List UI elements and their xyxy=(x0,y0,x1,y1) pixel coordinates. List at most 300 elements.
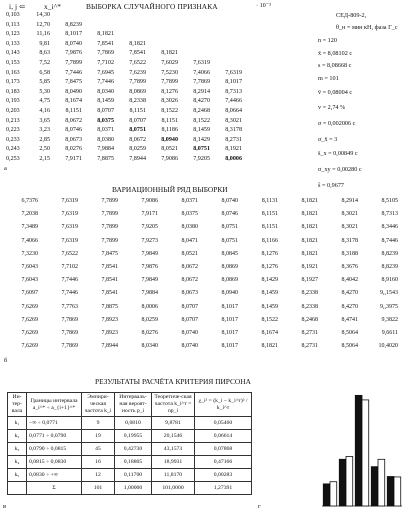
variation-cell: 8,4741 xyxy=(341,316,358,323)
pearson-cell: k₂ xyxy=(8,430,27,443)
sample-cell: 8,3021 xyxy=(225,117,242,124)
sample-x-value: 0,113 xyxy=(6,21,20,28)
variation-cell: 8,0471 xyxy=(181,237,198,244)
variation-cell: 10,4020 xyxy=(378,343,398,350)
variation-cell: 8,8239 xyxy=(381,250,398,257)
sample-cell: 8,0380 xyxy=(97,136,114,143)
sample-cell: 7,5230 xyxy=(161,69,178,76)
variation-cell: 7,7899 xyxy=(101,224,118,231)
sample-x-value: 0,223 xyxy=(6,127,20,134)
sample-x-value: 0,233 xyxy=(6,136,20,143)
sample-cell: 8,1017 xyxy=(65,31,82,38)
variation-cell: 8,0673 xyxy=(181,290,198,297)
variation-cell: 8,4042 xyxy=(341,277,358,284)
variation-cell: 9,,1543 xyxy=(380,290,398,297)
sample-cell: 8,1821 xyxy=(129,40,146,47)
sample-cell: 8,0521 xyxy=(161,146,178,153)
variation-cell: 8,5064 xyxy=(341,343,358,350)
chart-bar xyxy=(378,459,385,506)
sample-n-value: 7,52 xyxy=(39,60,50,66)
pearson-cell: 16 xyxy=(82,456,115,469)
sample-cell: 8,1522 xyxy=(161,108,178,114)
sample-x-value: 0,173 xyxy=(6,79,20,86)
side-info-line: s̄_x = 0,00849 c xyxy=(318,150,358,157)
variation-cell: 8,0940 xyxy=(221,290,238,297)
pearson-cell: 0,07868 xyxy=(195,443,252,456)
sample-row xyxy=(6,70,268,80)
sample-n-value: 2,85 xyxy=(39,136,50,143)
sample-cell: 8,1821 xyxy=(97,31,114,38)
sample-cell: 8,2731 xyxy=(225,136,242,143)
variation-cell: 7,8875 xyxy=(101,303,118,310)
pearson-cell: 0,18805 xyxy=(115,456,152,469)
sample-cell: 7,7899 xyxy=(161,79,178,86)
sample-row xyxy=(6,41,268,51)
sample-cell: 7,9086 xyxy=(161,156,178,162)
variation-cell: 7,9876 xyxy=(141,264,158,270)
pearson-cell: 18,9931 xyxy=(152,456,195,469)
sample-cell: 7,9876 xyxy=(65,50,82,57)
sample-cell: 7,9205 xyxy=(193,156,210,162)
variation-cell: 8,0707 xyxy=(181,316,198,323)
variation-cell: 8,2731 xyxy=(301,330,318,336)
pearson-total-row xyxy=(8,482,252,495)
side-info-line: v̄ = 0,08004 c xyxy=(318,89,353,96)
pearson-row xyxy=(8,430,252,443)
variation-cell: 7,8923 xyxy=(101,316,118,323)
sample-cell: 8,0707 xyxy=(97,108,114,114)
variation-cell: 8,1151 xyxy=(261,211,278,218)
sample-cell: 8,0340 xyxy=(97,88,114,95)
variation-cell: 8,2338 xyxy=(301,290,318,297)
sample-row xyxy=(6,98,268,108)
variation-cell: 7,6319 xyxy=(61,211,78,218)
variation-cell: 8,3446 xyxy=(381,224,398,231)
variation-cell: 8,1017 xyxy=(221,330,238,336)
sample-cell: 7,6029 xyxy=(161,60,178,66)
variation-cell: 8,7446 xyxy=(381,237,398,244)
sample-x-value: 0,243 xyxy=(6,146,20,153)
sample-row xyxy=(6,31,268,41)
variation-cell: 7,7899 xyxy=(101,211,118,218)
side-info-line: n = 120 xyxy=(318,37,337,44)
variation-cell: 8,0276 xyxy=(141,330,158,336)
sample-cell: 8,1921 xyxy=(225,146,242,153)
pearson-total-cell: 101 xyxy=(82,482,115,495)
chart-bar xyxy=(355,395,362,506)
sample-row xyxy=(6,22,268,32)
variation-cell: 8,1459 xyxy=(261,303,278,310)
sample-cell: 8,1459 xyxy=(97,98,114,105)
sample-cell: 8,3178 xyxy=(225,127,242,134)
sample-cell: 8,0672 xyxy=(65,117,82,124)
sample-cell: 8,0707 xyxy=(129,117,146,124)
variation-cell: 8,1017 xyxy=(221,303,238,310)
variation-cell: 8,5105 xyxy=(381,198,398,204)
sample-row xyxy=(6,137,268,147)
variation-cell: 8,0746 xyxy=(221,211,238,218)
results-title: РЕЗУЛЬТАТЫ РАСЧЁТА КРИТЕРИЯ ПИРСОНА xyxy=(95,377,251,386)
sample-cell: 8,1017 xyxy=(225,79,242,86)
sample-cell: 7,8541 xyxy=(97,40,114,47)
sample-n-value: 12,70 xyxy=(36,21,50,28)
sample-n-value: 11,16 xyxy=(36,31,50,38)
variation-cell: 8,0371 xyxy=(181,198,198,204)
variation-cell: 7,2038 xyxy=(21,211,38,218)
variation-cell: 8,9160 xyxy=(381,277,398,284)
variation-cell: 7,9086 xyxy=(141,198,158,204)
pearson-cell: 9 xyxy=(82,417,115,430)
th-bounds: Границы интервала a_i^* ÷ a_{i+1}^* xyxy=(27,393,82,417)
variation-cell: 9,3822 xyxy=(381,316,398,323)
variation-cell: 9,6611 xyxy=(381,330,398,336)
sample-cell: 7,6945 xyxy=(97,69,114,76)
variation-cell: 7,6269 xyxy=(21,303,38,310)
pearson-table xyxy=(7,392,252,495)
sample-row xyxy=(6,12,268,22)
pearson-cell: 43,1573 xyxy=(152,443,195,456)
variation-cell: 7,9849 xyxy=(141,250,158,257)
sample-cell: 8,0664 xyxy=(225,108,242,114)
variation-cell: 7,6319 xyxy=(61,237,78,244)
variation-cell: 7,6269 xyxy=(21,330,38,336)
variation-cell: 8,1821 xyxy=(301,211,318,218)
variation-cell: 8,1017 xyxy=(221,343,238,350)
variation-cell: 7,7446 xyxy=(61,290,78,297)
side-info-line: СЕД-809-2, xyxy=(336,12,367,19)
pearson-total-cell: 101,0000 xyxy=(152,482,195,495)
sample-x-value: 0,153 xyxy=(6,60,20,66)
sample-cell: 7,7899 xyxy=(65,60,82,66)
variation-cell: 7,7102 xyxy=(61,264,78,270)
variation-cell: 8,2338 xyxy=(301,303,318,310)
label-g: г xyxy=(258,503,261,510)
variation-cell: 7,6319 xyxy=(61,224,78,231)
variation-cell: 8,0740 xyxy=(181,330,198,336)
sample-n-value: 2,15 xyxy=(39,156,50,162)
chart-bar xyxy=(362,400,369,506)
pearson-cell: 0,0790 ÷ 0,0815 xyxy=(27,443,82,456)
chart-bar xyxy=(394,477,401,506)
sample-n-value: 4,16 xyxy=(39,108,50,114)
pearson-cell: 12 xyxy=(82,469,115,482)
sample-cell: 8,2914 xyxy=(193,88,210,95)
pearson-cell: 0,42730 xyxy=(115,443,152,456)
sample-cell: 8,1429 xyxy=(193,136,210,143)
variation-cell: 7,7446 xyxy=(61,277,78,284)
sample-cell: 7,8475 xyxy=(65,79,82,86)
variation-row xyxy=(4,317,406,327)
pearson-cell: 0,47166 xyxy=(195,456,252,469)
top-title-unit: · 10⁻³ xyxy=(256,3,272,9)
pearson-cell: 45 xyxy=(82,443,115,456)
variation-cell: 8,4270 xyxy=(341,290,358,297)
variation-cell: 8,1821 xyxy=(301,224,318,231)
variation-cell: 7,6043 xyxy=(21,264,38,270)
variation-title: ВАРИАЦИОННЫЙ РЯД ВЫБОРКИ xyxy=(112,185,228,194)
sample-x-value: 0,253 xyxy=(6,156,20,162)
chart-bar xyxy=(323,484,330,506)
variation-cell: 7,7869 xyxy=(61,316,78,323)
sample-cell: 7,8541 xyxy=(129,50,146,57)
sample-n-value: 5,85 xyxy=(39,79,50,86)
sample-cell: 8,1151 xyxy=(129,108,146,114)
variation-row xyxy=(4,238,406,248)
col-header-x: x_i^* xyxy=(44,2,62,11)
variation-cell: 8,0740 xyxy=(181,343,198,350)
pearson-total-cell: 1,27391 xyxy=(195,482,252,495)
variation-cell: 8,3178 xyxy=(341,237,358,244)
variation-cell: 7,6522 xyxy=(61,250,78,257)
variation-cell: 8,0869 xyxy=(221,264,238,270)
sample-row xyxy=(6,108,268,118)
variation-cell: 8,0672 xyxy=(181,264,198,270)
col-header-index: i, j ⇐ xyxy=(9,2,26,11)
sample-cell: 8,1674 xyxy=(65,98,82,105)
chart-bar xyxy=(346,456,353,506)
pearson-cell: 0,11700 xyxy=(115,469,152,482)
variation-cell: 8,0751 xyxy=(221,237,238,244)
sample-row xyxy=(6,146,268,156)
variation-cell: 8,0259 xyxy=(141,316,158,323)
pearson-total-cell: 1,00000 xyxy=(115,482,152,495)
pearson-cell: 20,1546 xyxy=(152,430,195,443)
sample-cell: 8,0672 xyxy=(129,136,146,143)
pearson-header-row xyxy=(8,393,252,417)
variation-cell: 8,1821 xyxy=(301,198,318,204)
variation-cell: 8,0672 xyxy=(181,277,198,284)
sample-cell: 7,7869 xyxy=(97,50,114,57)
variation-cell: 8,1429 xyxy=(261,277,278,284)
variation-cell: 8,1276 xyxy=(261,264,278,270)
pearson-cell: 0,19955 xyxy=(115,430,152,443)
variation-cell: 7,3489 xyxy=(21,224,38,231)
sample-cell: 7,4466 xyxy=(225,98,242,105)
variation-cell: 7,6097 xyxy=(21,290,38,297)
variation-cell: 8,0006 xyxy=(141,303,158,310)
variation-cell: 7,9884 xyxy=(141,290,158,297)
variation-cell: 8,1166 xyxy=(261,237,278,244)
sample-row xyxy=(6,60,268,70)
pearson-total-cell: Σ xyxy=(27,482,82,495)
pearson-cell: k₁ xyxy=(8,417,27,430)
sample-row xyxy=(6,118,268,128)
sample-cell: 8,0869 xyxy=(129,88,146,95)
side-info-line: s = 8,08668 c xyxy=(318,62,352,69)
variation-cell: 8,2914 xyxy=(341,198,358,204)
sample-x-value: 0,163 xyxy=(6,69,20,76)
variation-row xyxy=(4,264,406,274)
th-empirical: Эмпири-ческая частота k_i xyxy=(82,393,115,417)
label-a: а xyxy=(4,165,7,172)
variation-cell: 7,8475 xyxy=(101,250,118,257)
variation-cell: 7,7869 xyxy=(61,343,78,350)
variation-cell: 8,0340 xyxy=(141,343,158,350)
variation-cell: 7,8541 xyxy=(101,290,118,297)
sample-n-value: 3,65 xyxy=(39,117,50,124)
variation-row xyxy=(4,211,406,221)
variation-cell: 8,1459 xyxy=(261,290,278,297)
variation-row xyxy=(4,304,406,314)
pearson-row xyxy=(8,417,252,430)
variation-cell: 8,3021 xyxy=(341,211,358,218)
pearson-cell: 0,06614 xyxy=(195,430,252,443)
sample-cell: 8,8239 xyxy=(65,21,82,28)
top-title: ВЫБОРКА СЛУЧАЙНОГО ПРИЗНАКА xyxy=(86,2,218,11)
pearson-cell: 0,05460 xyxy=(195,417,252,430)
sample-cell: 8,0751 xyxy=(193,146,210,153)
variation-cell: 7,6269 xyxy=(21,343,38,350)
variation-cell: 8,1276 xyxy=(261,250,278,257)
variation-cell: 7,7763 xyxy=(61,303,78,310)
chart-bar xyxy=(387,477,394,507)
sample-cell: 8,0371 xyxy=(97,127,114,134)
sample-cell: 8,1186 xyxy=(161,127,178,134)
th-theoretical: Теоретиче-ская частота k_i^т = np_i xyxy=(152,393,195,417)
sample-cell: 7,7446 xyxy=(65,69,82,76)
sample-cell: 8,1151 xyxy=(65,108,82,114)
variation-cell: 8,1921 xyxy=(301,264,318,270)
pearson-cell: k₅ xyxy=(8,469,27,482)
label-v: в xyxy=(3,503,7,510)
sample-row xyxy=(6,89,268,99)
variation-row xyxy=(4,277,406,287)
label-b: б xyxy=(4,357,8,364)
pearson-cell: 19 xyxy=(82,430,115,443)
side-info-line: v = 2,74 % xyxy=(318,104,346,111)
sample-row xyxy=(6,156,268,166)
sample-cell: 7,6522 xyxy=(129,60,146,66)
sample-cell: 8,0259 xyxy=(129,146,146,153)
variation-cell: 7,6043 xyxy=(21,277,38,284)
sample-cell: 8,1459 xyxy=(193,127,210,134)
sample-cell: 7,4066 xyxy=(193,69,210,76)
sample-cell: 8,1522 xyxy=(193,117,210,124)
sample-cell: 7,8944 xyxy=(129,156,146,162)
pearson-row xyxy=(8,456,252,469)
variation-cell: 8,1821 xyxy=(301,237,318,244)
variation-cell: 8,3021 xyxy=(341,224,358,231)
variation-cell: 6,7376 xyxy=(21,198,38,204)
variation-cell: 8,1522 xyxy=(261,316,278,323)
variation-cell: 8,0751 xyxy=(221,224,238,231)
side-info-line: θ_н = мин кН, фаза Г_с xyxy=(336,24,398,31)
variation-row xyxy=(4,224,406,234)
variation-cell: 8,2731 xyxy=(301,343,318,350)
variation-cell: 8,1017 xyxy=(221,316,238,323)
th-interval: Ин-тер-вала xyxy=(8,393,27,417)
variation-cell: 8,3188 xyxy=(341,250,358,257)
sample-row xyxy=(6,50,268,60)
variation-cell: 8,1151 xyxy=(261,224,278,231)
sample-cell: 7,9171 xyxy=(65,156,82,162)
variation-cell: 8,1821 xyxy=(261,343,278,350)
pearson-row xyxy=(8,469,252,482)
sample-n-value: 4,75 xyxy=(39,98,50,105)
pearson-cell: k₄ xyxy=(8,456,27,469)
sample-n-value: 6,58 xyxy=(39,69,50,76)
sample-n-value: 5,30 xyxy=(39,88,50,95)
sample-cell: 7,8875 xyxy=(97,156,114,162)
variation-cell: 8,1821 xyxy=(301,250,318,257)
sample-n-value: 9,81 xyxy=(39,40,50,47)
frequency-chart xyxy=(318,384,406,516)
variation-cell: 7,7899 xyxy=(101,198,118,204)
variation-cell: 8,4270 xyxy=(341,303,358,310)
sample-x-value: 0,203 xyxy=(6,108,20,114)
variation-cell: 8,0521 xyxy=(181,250,198,257)
sample-cell: 8,4270 xyxy=(193,98,210,105)
chart-bar xyxy=(371,467,378,506)
sample-cell: 8,0940 xyxy=(161,136,178,143)
variation-cell: 8,2468 xyxy=(301,316,318,323)
sample-cell: 8,0740 xyxy=(65,40,82,47)
sample-x-value: 0,133 xyxy=(6,40,20,47)
variation-cell: 7,6269 xyxy=(21,316,38,323)
pearson-cell: 9,8781 xyxy=(152,417,195,430)
sample-cell: 8,1821 xyxy=(161,50,178,57)
variation-cell: 7,9205 xyxy=(141,224,158,231)
side-info-line: ŝ = 0,9677 xyxy=(318,182,345,189)
variation-cell: 8,8239 xyxy=(381,264,398,270)
pearson-row xyxy=(8,443,252,456)
sample-n-value: 3,23 xyxy=(39,127,50,134)
pearson-cell xyxy=(8,482,27,495)
variation-cell: 7,9171 xyxy=(141,211,158,218)
sample-x-value: 0,183 xyxy=(6,88,20,95)
variation-row xyxy=(4,290,406,300)
variation-row xyxy=(4,343,406,353)
variation-cell: 7,3230 xyxy=(21,250,38,257)
side-info-line: σ_xy = 0,00280 c xyxy=(318,166,362,173)
sample-n-value: 8,63 xyxy=(39,50,50,57)
side-info-line: σ = 0,002006 c xyxy=(318,120,356,127)
pearson-cell: 0,00283 xyxy=(195,469,252,482)
sample-x-value: 0,213 xyxy=(6,117,20,124)
variation-row xyxy=(4,198,406,208)
chart-bar xyxy=(330,482,337,506)
sample-cell: 7,7446 xyxy=(97,79,114,86)
variation-cell: 8,0845 xyxy=(221,250,238,257)
variation-cell: 7,9849 xyxy=(141,277,158,284)
sample-cell: 7,7869 xyxy=(193,79,210,86)
pearson-cell: 0,0771 ÷ 0,0790 xyxy=(27,430,82,443)
th-chi2: χ_i² = (k_i − k_i^т)² / k_i^т xyxy=(195,393,252,417)
variation-cell: 7,6319 xyxy=(61,198,78,204)
side-info-line: m = 101 xyxy=(318,75,339,82)
sample-cell: 8,0490 xyxy=(65,88,82,95)
side-info-line: σ_x̄ = 3 xyxy=(318,136,338,143)
sample-cell: 8,1151 xyxy=(161,117,178,124)
variation-cell: 7,7899 xyxy=(101,237,118,244)
variation-cell: 8,0380 xyxy=(181,224,198,231)
chart-bar xyxy=(339,459,346,506)
variation-cell: 7,7869 xyxy=(61,330,78,336)
sample-x-value: 0,143 xyxy=(6,50,20,57)
sample-cell: 7,6319 xyxy=(225,69,242,76)
variation-cell: 7,8541 xyxy=(101,277,118,284)
variation-cell: 7,9273 xyxy=(141,237,158,244)
variation-cell: 8,1927 xyxy=(301,277,318,284)
sample-x-value: 0,123 xyxy=(6,31,20,38)
sample-cell: 7,9884 xyxy=(97,146,114,153)
variation-cell: 7,4066 xyxy=(21,237,38,244)
sample-cell: 8,2338 xyxy=(129,98,146,105)
sample-cell: 8,0006 xyxy=(225,156,242,162)
variation-cell: 8,7313 xyxy=(381,211,398,218)
variation-cell: 7,8923 xyxy=(101,330,118,336)
sample-cell: 8,1276 xyxy=(161,88,178,95)
